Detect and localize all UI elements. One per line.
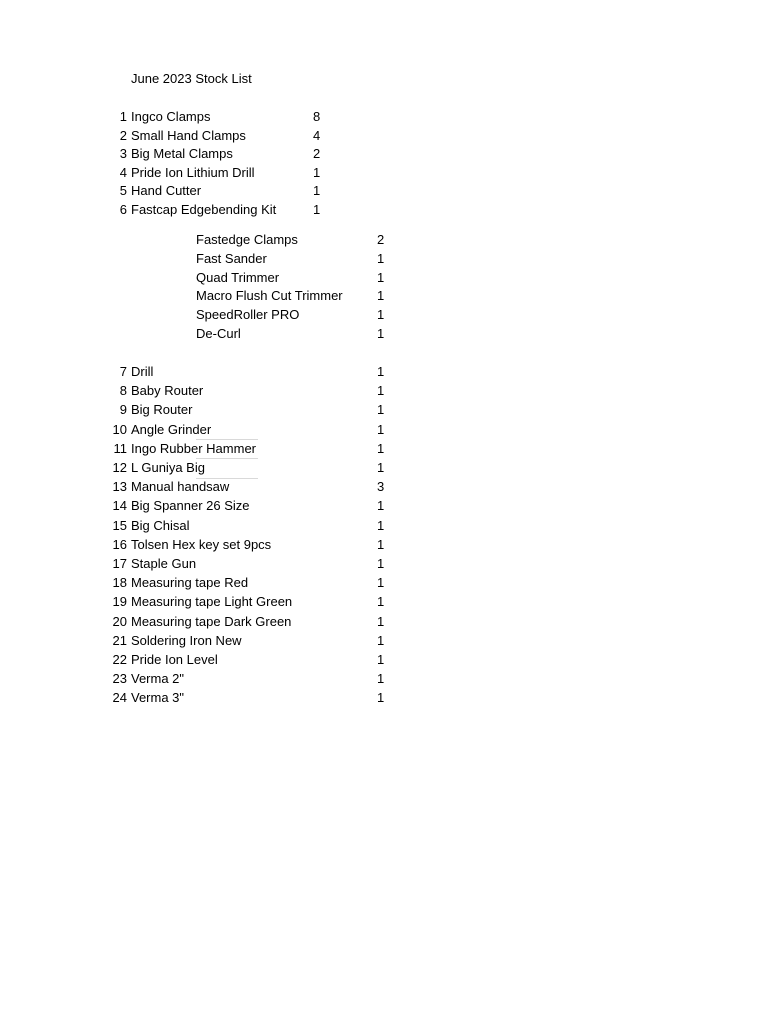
item-name: Small Hand Clamps (131, 127, 246, 143)
stock-row (0, 593, 768, 611)
item-quantity: 1 (377, 402, 385, 418)
item-quantity: 1 (377, 440, 385, 456)
sheet-title: June 2023 Stock List (131, 71, 252, 86)
item-name: Quad Trimmer (196, 269, 280, 285)
item-quantity: 4 (313, 127, 321, 143)
stock-row (0, 401, 768, 419)
item-quantity: 3 (377, 479, 385, 495)
stock-row (0, 632, 768, 650)
item-quantity: 1 (377, 421, 385, 437)
row-number: 6 (119, 202, 127, 217)
cell-border (196, 478, 258, 479)
item-name: Ingo Rubber Hammer (131, 440, 256, 456)
item-quantity: 1 (377, 383, 385, 399)
row-number: 12 (112, 460, 127, 475)
item-name: Baby Router (131, 383, 204, 399)
item-quantity: 1 (377, 652, 385, 667)
item-name: SpeedRoller PRO (196, 307, 300, 323)
item-name: Fastcap Edgebending Kit (131, 202, 277, 217)
stock-row (0, 651, 768, 669)
item-name: Big Router (131, 402, 193, 418)
cell-border (196, 439, 258, 440)
row-number: 13 (112, 479, 127, 495)
stock-row (0, 478, 768, 496)
row-number: 24 (112, 690, 127, 706)
item-quantity: 1 (377, 632, 385, 648)
item-quantity: 1 (377, 517, 385, 533)
item-name: De-Curl (196, 326, 241, 341)
row-number: 9 (119, 402, 127, 418)
row-number: 18 (112, 575, 127, 591)
item-quantity: 1 (377, 460, 385, 475)
stock-row (0, 440, 768, 458)
stock-row (0, 613, 768, 631)
item-name: Verma 3" (131, 690, 185, 706)
stock-row (0, 574, 768, 592)
row-number: 4 (119, 164, 127, 180)
stock-row (0, 689, 768, 707)
item-name: Verma 2" (131, 671, 185, 687)
stock-row (0, 127, 768, 145)
item-name: Drill (131, 364, 154, 379)
row-number: 23 (112, 671, 127, 687)
item-name: Macro Flush Cut Trimmer (196, 288, 343, 304)
cell-border (196, 458, 258, 459)
stock-row (0, 670, 768, 688)
row-number: 15 (112, 517, 127, 533)
item-name: Manual handsaw (131, 479, 230, 495)
item-quantity: 1 (377, 250, 385, 266)
row-number: 8 (119, 383, 127, 399)
row-number: 1 (119, 109, 127, 124)
item-name: Measuring tape Red (131, 575, 249, 591)
row-number: 2 (119, 127, 127, 143)
item-name: Pride Ion Lithium Drill (131, 164, 255, 180)
stock-row (0, 497, 768, 515)
item-quantity: 1 (377, 307, 385, 323)
item-quantity: 1 (377, 556, 385, 571)
stock-row (0, 536, 768, 554)
row-number: 14 (112, 498, 127, 514)
item-name: Fast Sander (196, 250, 267, 266)
row-number: 17 (112, 556, 127, 571)
stock-row (0, 421, 768, 439)
item-quantity: 1 (377, 613, 385, 629)
item-name: Pride Ion Level (131, 652, 218, 667)
item-quantity: 1 (377, 690, 385, 706)
item-name: Soldering Iron New (131, 632, 242, 648)
row-number: 5 (119, 183, 127, 199)
item-quantity: 1 (377, 326, 385, 341)
stock-row (0, 269, 768, 287)
item-quantity: 1 (377, 594, 385, 610)
stock-row (0, 164, 768, 182)
item-quantity: 2 (313, 146, 321, 162)
item-quantity: 1 (377, 364, 385, 379)
stock-row (0, 306, 768, 324)
stock-row (0, 382, 768, 400)
stock-row (0, 182, 768, 200)
item-name: Big Spanner 26 Size (131, 498, 250, 514)
stock-row (0, 108, 768, 126)
row-number: 16 (112, 536, 127, 552)
item-quantity: 1 (377, 288, 385, 304)
stock-row (0, 363, 768, 381)
row-number: 7 (119, 364, 127, 379)
item-quantity: 1 (313, 202, 321, 217)
stock-row (0, 145, 768, 163)
row-number: 22 (112, 652, 127, 667)
stock-row (0, 555, 768, 573)
item-quantity: 1 (313, 183, 321, 199)
item-quantity: 1 (313, 164, 321, 180)
row-number: 3 (119, 146, 127, 162)
item-quantity: 1 (377, 575, 385, 591)
stock-row (0, 517, 768, 535)
item-name: Hand Cutter (131, 183, 202, 199)
item-name: Measuring tape Dark Green (131, 613, 292, 629)
stock-row (0, 287, 768, 305)
row-number: 10 (112, 421, 127, 437)
item-name: Fastedge Clamps (196, 232, 298, 247)
stock-row (0, 231, 768, 249)
item-quantity: 1 (377, 498, 385, 514)
item-quantity: 1 (377, 536, 385, 552)
item-name: Measuring tape Light Green (131, 594, 293, 610)
item-quantity: 1 (377, 269, 385, 285)
item-name: Big Chisal (131, 517, 190, 533)
item-name: Angle Grinder (131, 421, 212, 437)
item-name: Tolsen Hex key set 9pcs (131, 536, 272, 552)
item-name: Big Metal Clamps (131, 146, 233, 162)
stock-row (0, 250, 768, 268)
row-number: 21 (112, 632, 127, 648)
stock-row (0, 325, 768, 343)
stock-row (0, 459, 768, 477)
stock-row (0, 201, 768, 219)
item-quantity: 1 (377, 671, 385, 687)
item-name: Ingco Clamps (131, 109, 211, 124)
item-quantity: 8 (313, 109, 321, 124)
item-name: Staple Gun (131, 556, 197, 571)
item-name: L Guniya Big (131, 460, 205, 475)
row-number: 20 (112, 613, 127, 629)
row-number: 19 (112, 594, 127, 610)
row-number: 11 (113, 440, 127, 456)
item-quantity: 2 (377, 232, 385, 247)
